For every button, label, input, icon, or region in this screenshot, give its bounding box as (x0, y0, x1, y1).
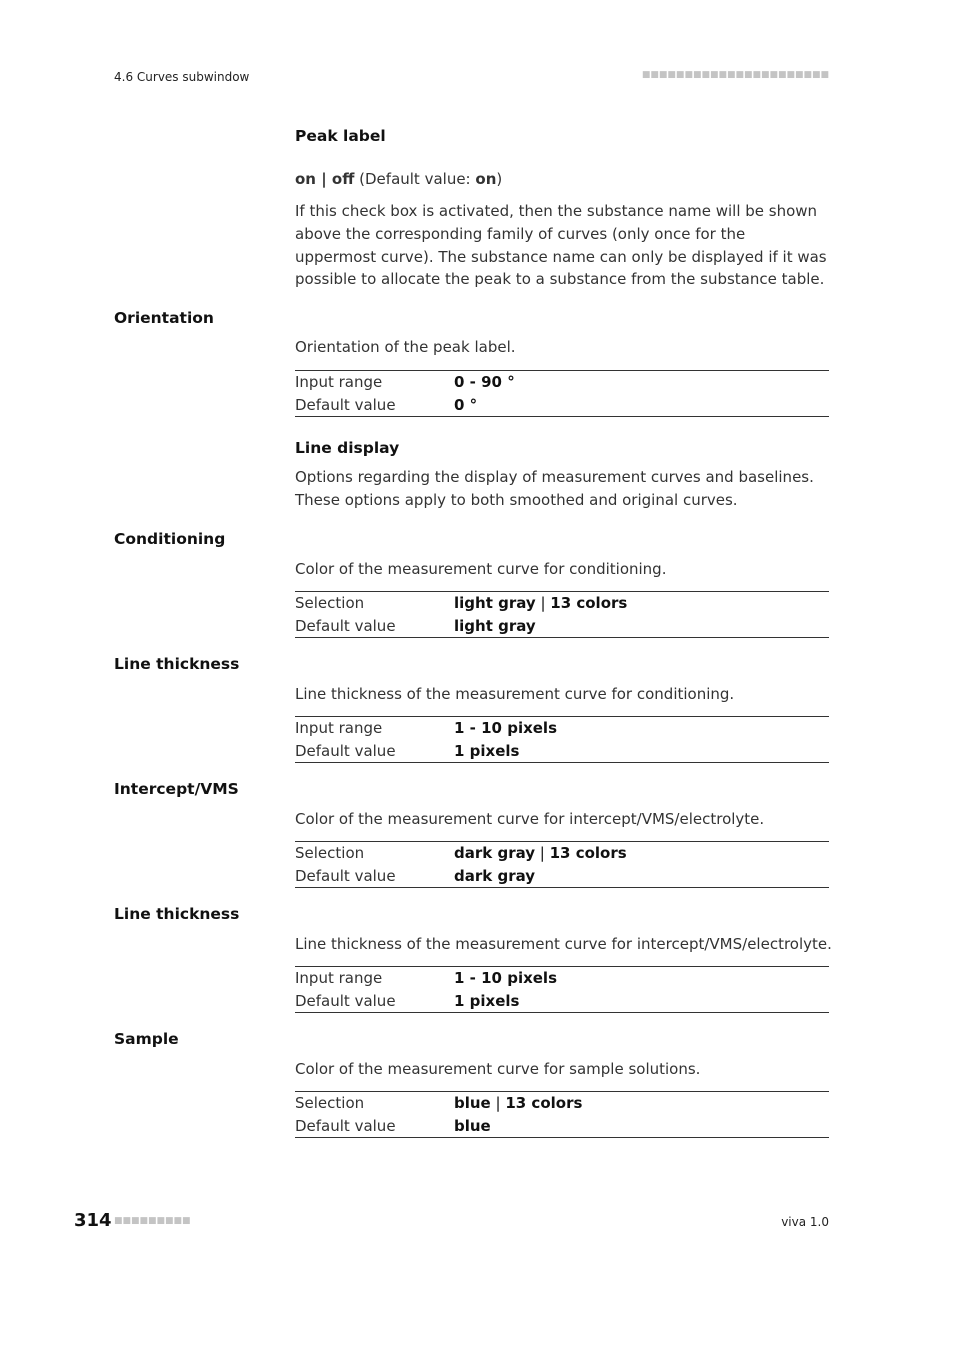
param-key: Input range (295, 371, 454, 394)
param-value: 1 - 10 pixels (454, 967, 829, 990)
option-a: blue (454, 1094, 491, 1113)
param-key: Selection (295, 592, 454, 615)
table-row (295, 740, 829, 763)
peak-label-options (295, 168, 502, 191)
param-key: Default value (295, 990, 454, 1013)
param-key: Default value (295, 394, 454, 417)
option-a: dark gray (454, 844, 536, 863)
option-a: light gray (454, 594, 536, 613)
header-decoration: ■■■■■■■■■■■■■■■■■■■■■■ (641, 70, 829, 80)
table-row (295, 615, 829, 638)
option-b: 13 colors (550, 594, 628, 613)
param-value: 1 pixels (454, 740, 829, 763)
table-row (295, 842, 829, 865)
option-b: 13 colors (549, 844, 627, 863)
line-thickness-label: Line thickness (114, 905, 240, 923)
table-row (295, 717, 829, 740)
intercept-vms-label: Intercept/VMS (114, 780, 239, 798)
option-off: off (331, 170, 355, 188)
param-key: Input range (295, 717, 454, 740)
param-value: light gray (454, 615, 829, 638)
param-key: Default value (295, 1115, 454, 1138)
param-key: Selection (295, 1092, 454, 1115)
table-row (295, 865, 829, 888)
peak-label-description: If this check box is activated, then the substance name will be shown above the corresponding family of curves (only once for the uppermost curve). The substance name can only be displayed if it was possible to allocate the peak to a substance from the substance table. (295, 202, 827, 289)
param-value (454, 842, 829, 865)
table-row (295, 592, 829, 615)
default-suffix: ) (496, 170, 503, 188)
conditioning-table (295, 591, 829, 638)
option-separator: | (535, 594, 551, 613)
line-thickness-table (295, 966, 829, 1013)
running-header-section: 4.6 Curves subwindow (114, 70, 250, 84)
default-value: on (475, 170, 497, 188)
table-row (295, 990, 829, 1013)
option-separator: | (490, 1094, 506, 1113)
param-key: Default value (295, 615, 454, 638)
line-thickness-description: Line thickness of the measurement curve for conditioning. (295, 685, 735, 703)
conditioning-label: Conditioning (114, 530, 226, 548)
table-row (295, 967, 829, 990)
param-value: blue (454, 1115, 829, 1138)
product-version: viva 1.0 (781, 1215, 829, 1229)
param-value: 1 pixels (454, 990, 829, 1013)
sample-table (295, 1091, 829, 1138)
sample-label: Sample (114, 1030, 179, 1048)
table-row (295, 394, 829, 417)
intercept-vms-table (295, 841, 829, 888)
orientation-label: Orientation (114, 309, 214, 327)
param-key: Default value (295, 740, 454, 763)
option-separator: | (535, 844, 550, 863)
line-thickness-table (295, 716, 829, 763)
param-value: 0 - 90 ° (454, 371, 829, 394)
line-display-description: Options regarding the display of measurement curves and baselines. These options apply to both smoothed and original curves. (295, 468, 814, 509)
default-prefix: (Default value: (354, 170, 476, 188)
param-value (454, 592, 829, 615)
option-separator: | (315, 170, 332, 188)
footer-decoration: ■■■■■■■■■ (114, 1216, 191, 1226)
param-key: Input range (295, 967, 454, 990)
conditioning-description: Color of the measurement curve for conditioning. (295, 560, 667, 578)
param-value: 1 - 10 pixels (454, 717, 829, 740)
table-row (295, 1115, 829, 1138)
param-value: dark gray (454, 865, 829, 888)
param-value: 0 ° (454, 394, 829, 417)
option-b: 13 colors (505, 1094, 583, 1113)
peak-label-heading: Peak label (295, 127, 386, 145)
orientation-table (295, 370, 829, 417)
page-number: 314 (74, 1210, 112, 1231)
param-value (454, 1092, 829, 1115)
line-thickness-description: Line thickness of the measurement curve for intercept/VMS/electrolyte. (295, 935, 832, 953)
table-row (295, 371, 829, 394)
orientation-description: Orientation of the peak label. (295, 338, 516, 356)
option-on: on (295, 170, 316, 188)
intercept-vms-description: Color of the measurement curve for intercept/VMS/electrolyte. (295, 810, 765, 828)
table-row (295, 1092, 829, 1115)
line-thickness-label: Line thickness (114, 655, 240, 673)
sample-description: Color of the measurement curve for sample solutions. (295, 1060, 701, 1078)
line-display-heading: Line display (295, 439, 400, 457)
param-key: Selection (295, 842, 454, 865)
param-key: Default value (295, 865, 454, 888)
